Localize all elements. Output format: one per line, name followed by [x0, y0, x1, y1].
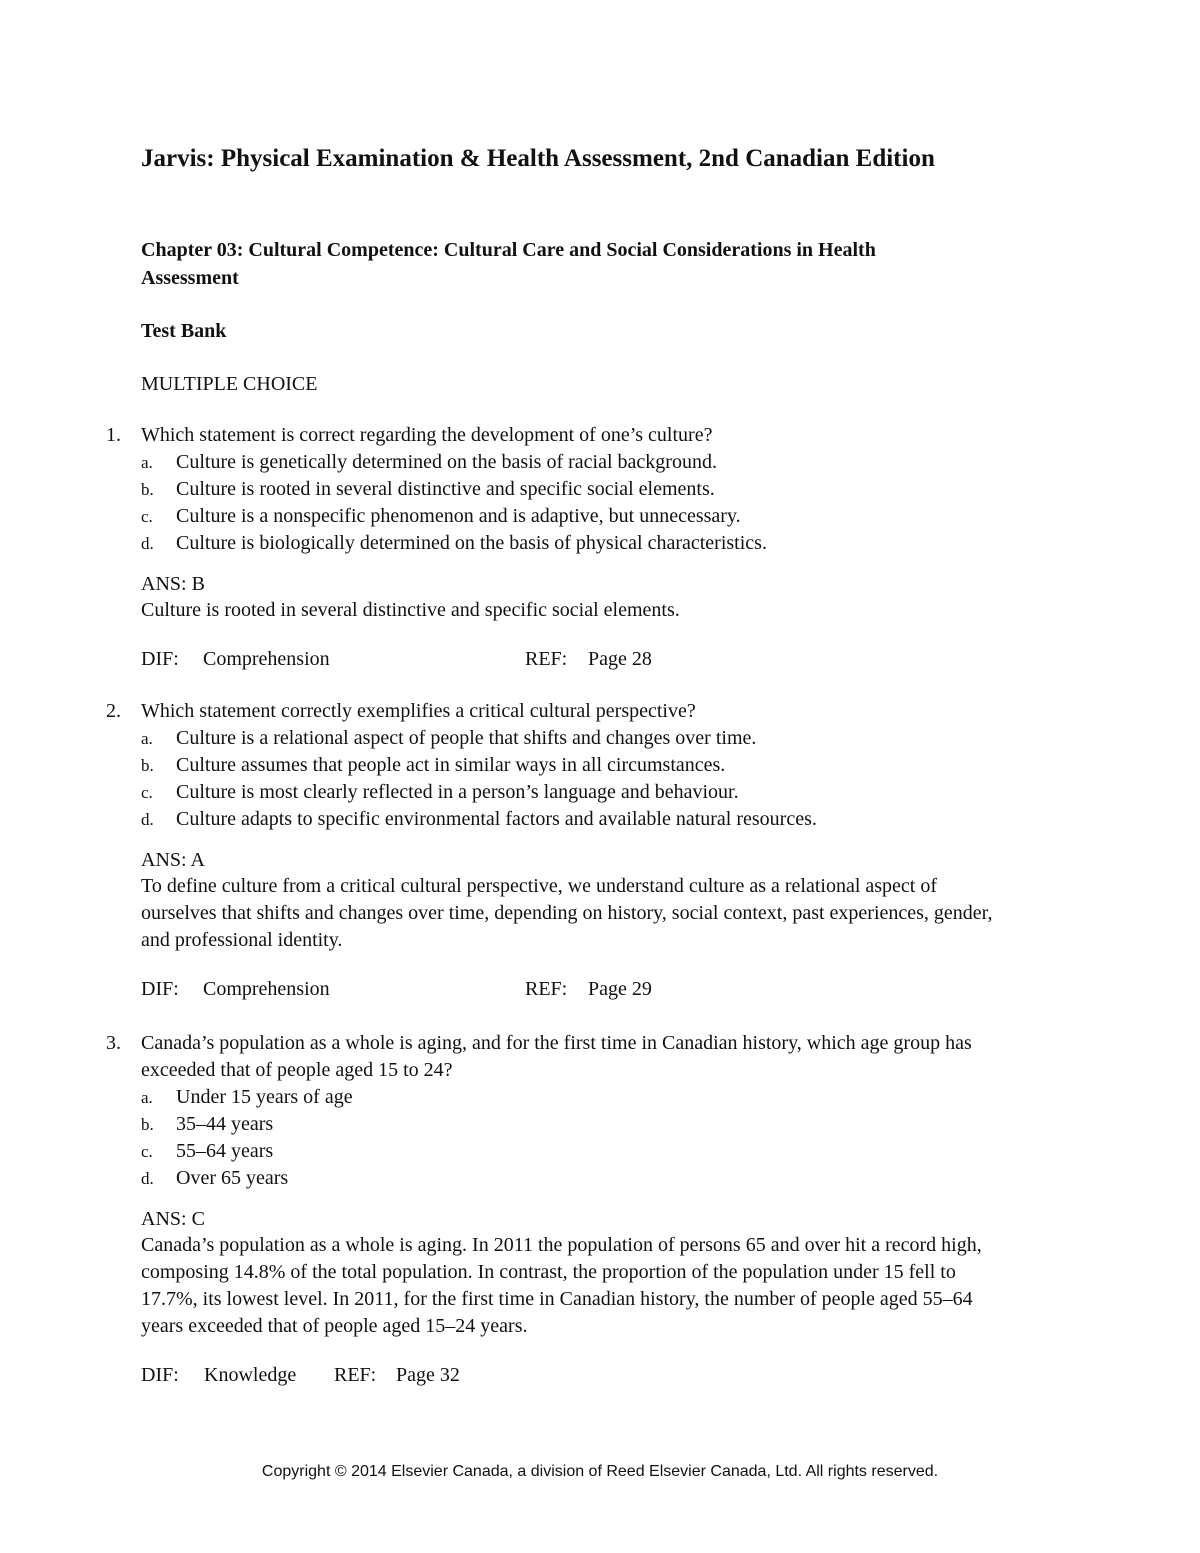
- choice-b: [0, 476, 1200, 503]
- choice-b: [0, 752, 1200, 779]
- question-stem-row: [0, 698, 1200, 725]
- choice-d: [0, 530, 1200, 557]
- ref-label: REF:: [334, 1364, 377, 1386]
- copyright-text: Copyright © 2014 Elsevier Canada, a division of Reed Elsevier Canada, Ltd. All rights reserved.: [261, 1463, 939, 1480]
- ref-label: REF:: [525, 648, 568, 670]
- choice-d: [0, 1165, 1200, 1192]
- choice-letter: b.: [141, 756, 154, 775]
- question-meta: [0, 646, 1200, 672]
- question-stem-row: [0, 422, 1200, 449]
- choice-letter: b.: [141, 480, 154, 499]
- choice-letter: a.: [141, 1088, 153, 1107]
- choice-letter: d.: [141, 1169, 154, 1188]
- choice-text: Culture is biologically determined on the basis of physical characteristics.: [176, 532, 767, 554]
- choice-letter: a.: [141, 453, 153, 472]
- section-heading: MULTIPLE CHOICE: [141, 373, 318, 395]
- copyright-footer: [0, 1461, 1200, 1483]
- choice-a: [0, 449, 1200, 476]
- choice-letter: c.: [141, 507, 153, 526]
- dif-label: DIF:: [141, 1364, 179, 1386]
- dif-value: Comprehension: [203, 648, 330, 670]
- choice-c: [0, 779, 1200, 806]
- question-3: [0, 1030, 1200, 1388]
- dif-value: Comprehension: [203, 978, 330, 1000]
- chapter-title: Chapter 03: Cultural Competence: Cultural Care and Social Considerations in Health Assessment: [141, 239, 876, 289]
- choice-text: Culture adapts to specific environmental factors and available natural resources.: [176, 808, 817, 830]
- choice-b: [0, 1111, 1200, 1138]
- choice-a: [0, 1084, 1200, 1111]
- choice-letter: a.: [141, 729, 153, 748]
- question-meta: [0, 976, 1200, 1002]
- choice-text: Culture is most clearly reflected in a person’s language and behaviour.: [176, 781, 739, 803]
- choice-c: [0, 1138, 1200, 1165]
- answer-rationale: Culture is rooted in several distinctive and specific social elements.: [141, 599, 680, 621]
- question-2: [0, 698, 1200, 1002]
- answer-rationale: To define culture from a critical cultural perspective, we understand culture as a relational aspect of ourselves that shifts and changes over time, depending on history, social context, past experiences, gender, and professional identity.: [141, 875, 993, 951]
- choice-text: Culture is a nonspecific phenomenon and is adaptive, but unnecessary.: [176, 505, 741, 527]
- choice-letter: d.: [141, 534, 154, 553]
- choice-text: Culture is genetically determined on the basis of racial background.: [176, 451, 717, 473]
- question-number: 2.: [106, 700, 121, 722]
- choice-text: Culture is a relational aspect of people that shifts and changes over time.: [176, 727, 757, 749]
- choice-text: Over 65 years: [176, 1167, 289, 1189]
- choice-letter: c.: [141, 1142, 153, 1161]
- ref-value: Page 32: [396, 1364, 460, 1386]
- choice-text: Under 15 years of age: [176, 1086, 353, 1108]
- choice-d: [0, 806, 1200, 833]
- ref-value: Page 29: [588, 978, 652, 1000]
- choice-text: 35–44 years: [176, 1113, 274, 1135]
- question-number: 1.: [106, 424, 121, 446]
- choice-a: [0, 725, 1200, 752]
- question-number: 3.: [106, 1032, 121, 1054]
- choice-text: Culture is rooted in several distinctive and specific social elements.: [176, 478, 715, 500]
- dif-value: Knowledge: [204, 1364, 297, 1386]
- dif-label: DIF:: [141, 648, 179, 670]
- dif-label: DIF:: [141, 978, 179, 1000]
- answer-rationale: Canada’s population as a whole is aging. In 2011 the population of persons 65 and over hit a record high, composing 14.8% of the total population. In contrast, the proportion of the population under 15 fell to 17.7%, its lowest level. In 2011, for the first time in Canadian history, the number of people aged 55–64 years exceeded that of people aged 15–24 years.: [141, 1234, 982, 1337]
- test-bank-heading: Test Bank: [141, 320, 227, 342]
- choice-text: Culture assumes that people act in similar ways in all circumstances.: [176, 754, 726, 776]
- question-1: [0, 422, 1200, 672]
- ref-label: REF:: [525, 978, 568, 1000]
- choice-letter: c.: [141, 783, 153, 802]
- choice-letter: b.: [141, 1115, 154, 1134]
- ref-value: Page 28: [588, 648, 652, 670]
- question-stem-row: [0, 1030, 1200, 1084]
- question-stem: Which statement correctly exemplifies a critical cultural perspective?: [141, 700, 696, 722]
- choice-c: [0, 503, 1200, 530]
- answer-key: ANS: B: [141, 573, 205, 595]
- choice-letter: d.: [141, 810, 154, 829]
- question-stem: Which statement is correct regarding the development of one’s culture?: [141, 424, 713, 446]
- book-title: Jarvis: Physical Examination & Health Assessment, 2nd Canadian Edition: [141, 145, 935, 172]
- answer-key: ANS: C: [141, 1208, 205, 1230]
- question-meta: [0, 1362, 1200, 1388]
- choice-text: 55–64 years: [176, 1140, 274, 1162]
- answer-key: ANS: A: [141, 849, 205, 871]
- question-stem: Canada’s population as a whole is aging, and for the first time in Canadian history, which age group has exceeded that of people aged 15 to 24?: [141, 1032, 972, 1081]
